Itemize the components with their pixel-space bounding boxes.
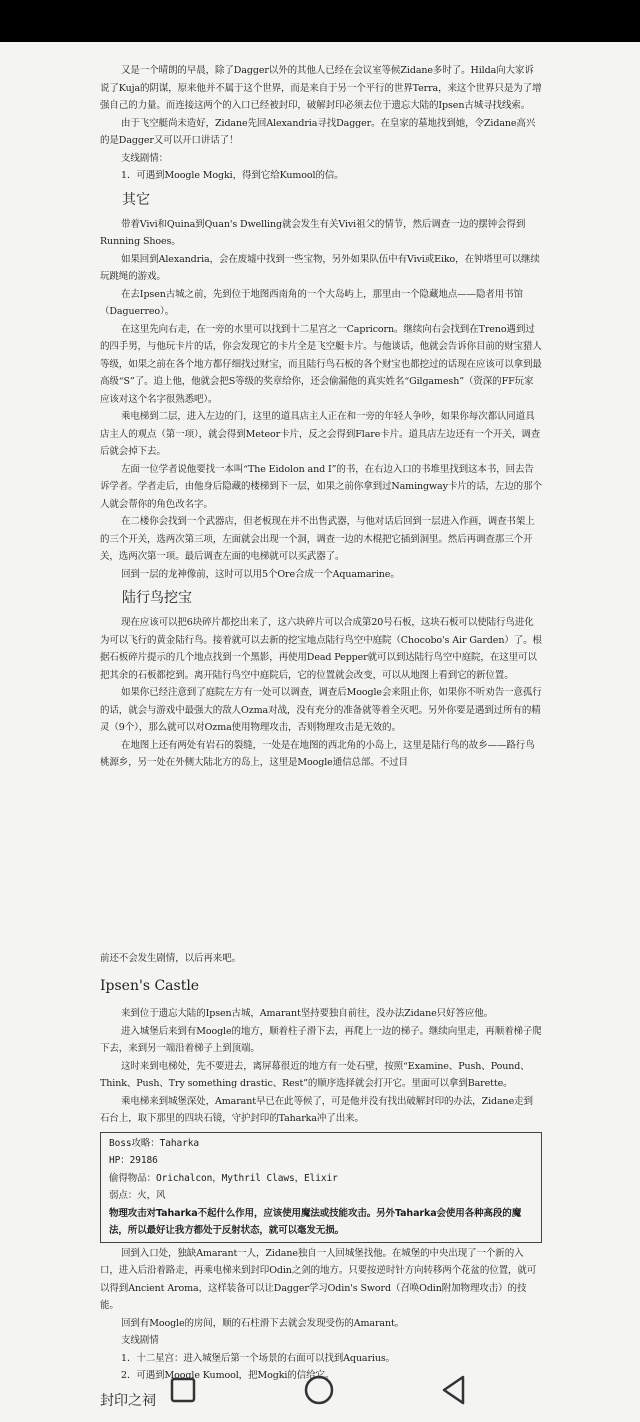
paragraph: 在这里先向右走，在一旁的水里可以找到十二星宫之一Capricorn。继续向右会找到在Treno遇到过的四手男，与他玩卡片的话，你会发现它的卡片全是飞空艇卡片。与他谈话，他就会告诉你目前的财宝猎人等级，如果之前在各个地方都仔细找过财宝，而且陆行鸟石板的各个财宝也都挖过的话现在应该可以拿到最高级“S”了。追上他，他就会把S等级的奖章给你，还会偷漏他的真实姓名“Gilgamesh”（资深的FF玩家应该对这个名字很熟悉吧）。 (100, 323, 542, 405)
paragraph: 如果回到Alexandria，会在废墟中找到一些宝物，另外如果队伍中有Vivi或Eiko，在钟塔里可以继续玩跳绳的游戏。 (100, 253, 540, 282)
paragraph: 乘电梯来到城堡深处，Amarant早已在此等候了，可是他并没有找出破解封印的办法，Zidane走到石台上，取下那里的四块石镜，守护封印的Taharka冲了出来。 (100, 1095, 533, 1124)
document-page[interactable] (100, 62, 542, 1385)
boss-weakness: 弱点：火，风 (109, 1190, 166, 1201)
paragraph: 在去Ipsen古城之前，先到位于地图西南角的一个大岛屿上，那里由一个隐藏地点——隐者用书馆（Daguerreo）。 (100, 288, 523, 317)
paragraph: 由于飞空艇尚未造好，Zidane先回Alexandria寻找Dagger。在皇家的墓地找到她，令Zidane高兴的是Dagger又可以开口讲话了！ (100, 117, 536, 146)
triangle-back-icon (439, 1374, 469, 1406)
paragraph-continuation: 前还不会发生剧情，以后再来吧。 (100, 952, 242, 964)
paragraph: 在二楼你会找到一个武器店，但老板现在并不出售武器，与他对话后回到一层进入作画，调查书架上的三个开关，选两次第三项，左面就会出现一个洞，调查一边的木棍把它插到洞里。然后再调查那三个开关，选两次第一项。最后调查左面的电梯就可以买武器了。 (100, 516, 535, 562)
boss-strategy: 物理攻击对Taharka不起什么作用，应该使用魔法或技能攻击。另外Taharka会使用各种高段的魔法，所以最好让我方都处于反射状态，就可以毫发无损。 (109, 1207, 522, 1236)
paragraph: 支线剧情： (121, 152, 169, 164)
boss-hp: HP：29186 (109, 1155, 158, 1166)
section-heading-chocobo: 陆行鸟挖宝 (122, 590, 192, 606)
navigation-bar (0, 1356, 640, 1422)
paragraph: 进入城堡后来到有Moogle的地方，顺着柱子滑下去，再爬上一边的梯子。继续向里走，再顺着梯子爬下去，来到另一端沿着梯子上到顶端。 (100, 1025, 542, 1054)
paragraph: 带着Vivi和Quina到Quan's Dwelling就会发生有关Vivi祖父的情节，然后调查一边的摆钟会得到Running Shoes。 (100, 218, 526, 247)
list-item: 2．可遇到Moogle Kumool，把Mogki的信给它。 (121, 1370, 335, 1381)
boss-info-box (100, 1132, 542, 1243)
paragraph: 又是一个晴朗的早晨，除了Dagger以外的其他人已经在会议室等候Zidane多时了。Hilda向大家诉说了Kuja的阴谋，原来他并不属于这个世界，而是来自于另一个平行的世界Terra，来这个世界只是为了增强自己的力量。而连接这两个的入口已经被封印，破解封印必须去位于遗忘大陆的Ipsen古城寻找线索。 (100, 65, 542, 111)
section-heading-ipsen: Ipsen's Castle (100, 978, 200, 994)
recent-apps-button[interactable] (163, 1370, 203, 1410)
paragraph: 支线剧情 (121, 1335, 159, 1346)
list-item: 1．十二星宫：进入城堡后第一个场景的右面可以找到Aquarius。 (121, 1352, 396, 1364)
boss-steal: 偷得物品：Orichalcon，Mythril Claws，Elixir (109, 1172, 338, 1184)
paragraph: 乘电梯到二层，进入左边的门，这里的道具店主人正在和一旁的年轻人争吵，如果你每次都认同道具店主人的观点（第一项），就会得到Meteor卡片，反之会得到Flare卡片。道具店左边还有一个开关，调查后就会掉下去。 (100, 411, 541, 457)
home-button[interactable] (299, 1370, 339, 1410)
paragraph: 回到有Moogle的房间，顺的石柱滑下去就会发现受伤的Amarant。 (121, 1317, 405, 1329)
status-bar (0, 0, 640, 42)
section-heading-seal: 封印之祠 (100, 1393, 156, 1409)
paragraph: 这时来到电梯处，先不要进去，离屏幕很近的地方有一处石壁，按照“Examine、Push、Pound、Think、Push、Try something drastic、Rest”的顺序选择就会打开它。里面可以拿到Barette。 (100, 1060, 530, 1089)
paragraph: 来到位于遗忘大陆的Ipsen古城，Amarant坚持要独自前往，没办法Zidane只好答应他。 (121, 1008, 494, 1019)
section-heading-other: 其它 (122, 191, 150, 208)
page-break-gap (100, 772, 542, 950)
paragraph: 左面一位学者说他要找一本叫“The Eidolon and I”的书，在右边入口的书堆里找到这本书，回去告诉学者。学者走后，由他身后隐藏的楼梯到下一层，如果之前你拿到过Namingway卡片的话，左边的那个人就会帮你的角色改名字。 (100, 463, 542, 510)
square-recent-apps-icon (169, 1376, 197, 1404)
paragraph: 现在应该可以把6块碎片都挖出来了，这六块碎片可以合成第20号石板，这块石板可以使陆行鸟进化为可以飞行的黄金陆行鸟。接着就可以去新的挖宝地点陆行鸟空中庭院（Chocobo's Air Garden）了。根据石板碎片提示的几个地点找到一个黑影，再使用Dead Pepper就可以到达陆行鸟空中庭院，在这里可以把其余的石板都挖到。离开陆行鸟空中庭院后，它的位置就会改变，可以从地图上看到它的新位置。 (100, 617, 542, 681)
paragraph: 如果你已经注意到了庭院左方有一处可以调查，调查后Moogle会来阻止你，如果你不听劝告一意孤行的话，就会与游戏中最强大的敌人Ozma对战，没有充分的准备就等着全灭吧。另外你要是遇到过所有的精灵（9个），那么就可以对Ozma使用物理攻击，否则物理攻击是无效的。 (100, 687, 542, 733)
back-button[interactable] (434, 1370, 474, 1410)
paragraph: 回到入口处，独缺Amarant一人，Zidane独自一人回城堡找他。在城堡的中央出现了一个新的入口，进入后沿着路走，再乘电梯来到封印Odin之剑的地方。只要按逆时针方向转移两个花盆的位置，就可以得到Ancient Aroma，这样装备可以让Dagger学习Odin's Sword（召唤Odin附加物理攻击）的技能。 (100, 1247, 537, 1311)
circle-home-icon (303, 1374, 335, 1406)
list-item: 1．可遇到Moogle Mogki，得到它给Kumool的信。 (121, 170, 344, 181)
paragraph: 在地图上还有两处有岩石的裂缝，一处是在地图的西北角的小岛上，这里是陆行鸟的故乡——路行鸟桃源乡，另一处在外侧大陆北方的岛上，这里是Moogle通信总部。不过目 (100, 739, 535, 768)
paragraph: 回到一层的龙神像前，这时可以用5个Ore合成一个Aquamarine。 (121, 568, 400, 580)
boss-name: Boss攻略：Taharka (109, 1137, 200, 1149)
